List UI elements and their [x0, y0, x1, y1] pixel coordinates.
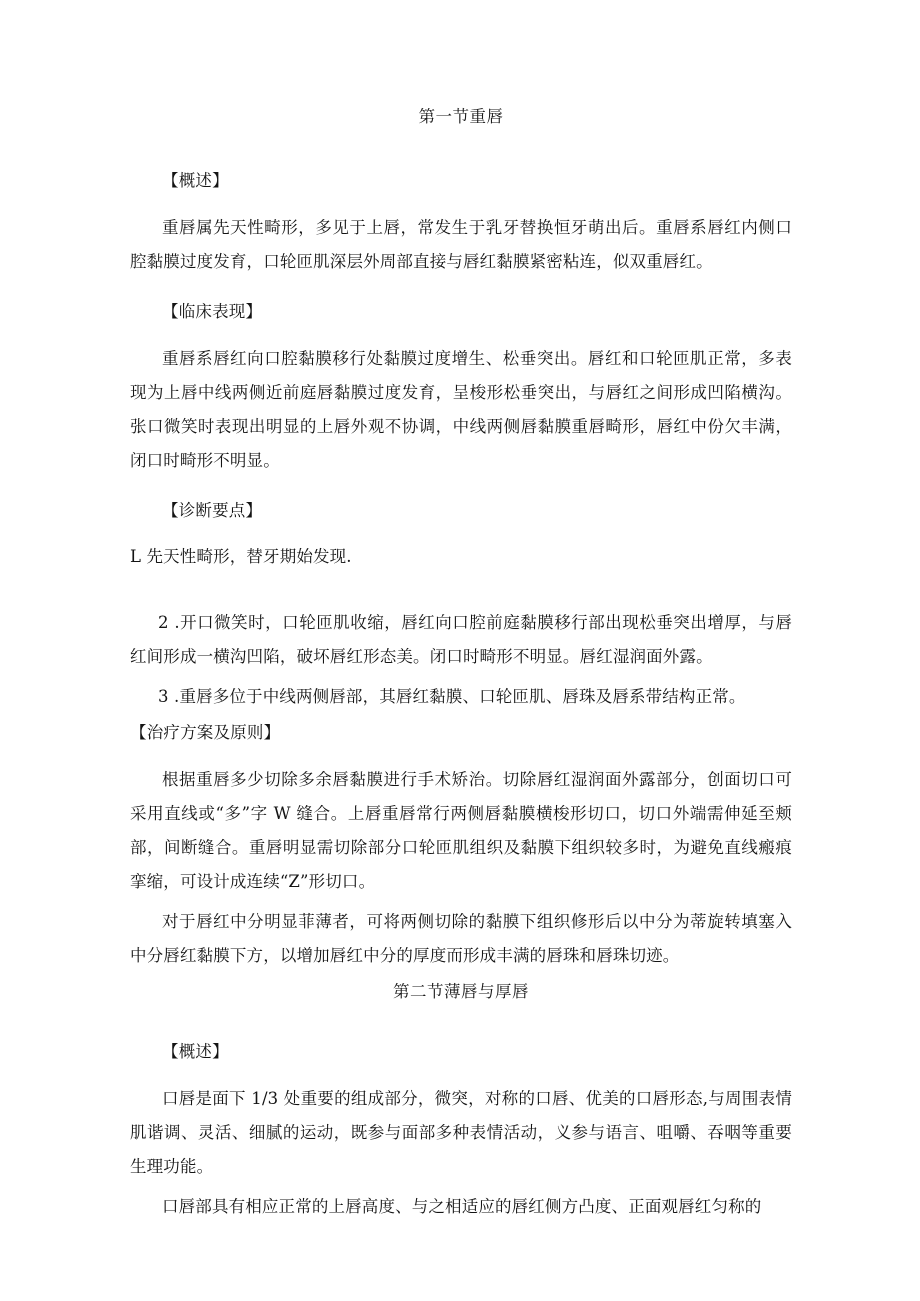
treatment-plan-heading: 【治疗方案及原则】: [130, 723, 281, 743]
diagnostic-points-heading: 【诊断要点】: [162, 500, 263, 520]
block-spacer: [130, 285, 792, 299]
diagnostic-point-1: L 先天性畸形，替牙期始发现.: [130, 547, 352, 567]
section-chong-chun: [130, 104, 792, 973]
clinical-manifestation-paragraph: 重唇系唇红向口腔黏膜移行处黏膜过度增生、松垂突出。唇红和口轮匝肌正常，多表现为上唇中线两侧近前庭唇黏膜过度发育，呈梭形松垂突出，与唇红之间形成凹陷横沟。张口微笑时表现出明显的上唇外观不协调，中线两侧唇黏膜重唇畸形，唇红中份欠丰满，闭口时畸形不明显。: [130, 348, 792, 470]
list-spacer: [130, 580, 792, 606]
section-heading-2: 第二节薄唇与厚唇: [393, 982, 529, 1002]
section-bao-chun-yu-hou-chun: [130, 979, 792, 1224]
diagnostic-point-2: 2 .开口微笑时，口轮匝肌收缩，唇红向口腔前庭黏膜移行部出现松垂突出增厚，与唇红间形成一横沟凹陷，破坏唇红形态美。闭口时畸形不明显。唇红湿润面外露。: [130, 613, 792, 667]
block-spacer: [130, 484, 792, 498]
overview-paragraph-2a: 口唇是面下 1/3 处重要的组成部分，微突，对称的口唇、优美的口唇形态,与周围表情肌谐调、灵活、细腻的运动，既参与面部多种表情活动，义参与语言、咀嚼、吞咽等重要生理功能。: [130, 1089, 792, 1177]
overview-heading: 【概述】: [162, 171, 229, 191]
overview-heading-2: 【概述】: [162, 1042, 229, 1062]
document-body: [130, 104, 792, 1230]
overview-paragraph-2b: 口唇部具有相应正常的上唇高度、与之相适应的唇红侧方凸度、正面观唇红匀称的: [162, 1197, 762, 1217]
section-heading-1: 第一节重唇: [418, 107, 504, 126]
clinical-manifestation-heading: 【临床表现】: [162, 302, 263, 322]
treatment-plan-paragraph-2: 对于唇红中分明显菲薄者，可将两侧切除的黏膜下组织修形后以中分为蒂旋转填塞入中分唇红黏膜下方，以增加唇红中分的厚度而形成丰满的唇珠和唇珠切迹。: [130, 912, 792, 966]
overview-paragraph: 重唇属先天性畸形，多见于上唇，常发生于乳牙替换恒牙萌出后。重唇系唇红内侧口腔黏膜过度发育，口轮匝肌深层外周部直接与唇红黏膜紧密粘连，似双重唇红。: [130, 218, 792, 272]
section-spacer: [130, 1005, 792, 1039]
diagnostic-point-3: 3 .重唇多位于中线两侧唇部，其唇红黏膜、口轮匝肌、唇珠及唇系带结构正常。: [158, 687, 746, 707]
treatment-plan-paragraph-1: 根据重唇多少切除多余唇黏膜进行手术矫治。切除唇红湿润面外露部分，创面切口可采用直线或“多”字 W 缝合。上唇重唇常行两侧唇黏膜横梭形切口，切口外端需伸延至颊部，间断缝合。重唇明显需切除部分口轮匝肌组织及黏膜下组织较多时，为避免直线瘢痕挛缩，可设计成连续“Z”形切口。: [130, 770, 792, 892]
